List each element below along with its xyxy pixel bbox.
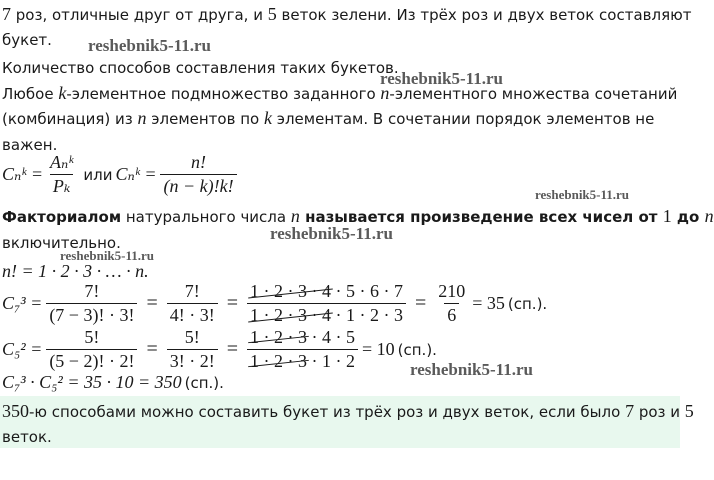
formula-lhs: C₇³ = [2, 293, 43, 313]
formula-lhs: Cₙᵏ = [115, 164, 157, 184]
text: называется произведение всех чисел от [299, 208, 663, 226]
num-seven: 7 [2, 4, 11, 24]
answer-number: 350 [2, 401, 29, 421]
fraction [46, 281, 137, 326]
cancelled-factors: 1 · 2 · 3 · 4 [249, 305, 331, 325]
fraction [46, 327, 137, 372]
text: Любое [2, 85, 59, 103]
var-n: n [137, 108, 147, 128]
numerator: 5! [84, 327, 100, 347]
theory-line-2 [2, 108, 654, 129]
formula-lhs: Cₙᵏ = [2, 164, 44, 184]
var-n: n [380, 83, 390, 103]
text: натурального числа [121, 208, 291, 226]
numerator [247, 327, 358, 349]
text: элементам. В сочетании порядок элементов не [271, 110, 655, 128]
product-expression: C₇³ · C₅² = 35 · 10 = 350 [2, 372, 182, 392]
denominator [247, 303, 406, 326]
watermark: reshebnik5-11.ru [535, 187, 630, 202]
factorial-formula: n! = 1 · 2 · 3 · … · n. [2, 261, 149, 281]
equals: = [414, 292, 427, 314]
denominator: (n − k)!k! [160, 174, 236, 197]
theory-line-3: важен. [2, 136, 58, 154]
var-k: k [263, 108, 272, 128]
formula-lhs: C₅² = [2, 339, 43, 359]
equals: = [146, 292, 158, 314]
factors: · 5 · 6 · 7 [330, 281, 403, 301]
unit-label: (сп.). [184, 373, 224, 392]
watermark: reshebnik5-11.ru [88, 36, 211, 55]
cancelled-factors: 1 · 2 · 3 [249, 351, 307, 371]
c5-2-computation [2, 327, 440, 372]
c7-3-computation [2, 281, 550, 326]
num-one: 1 [662, 206, 672, 226]
text: -элементное подмножество заданного [66, 85, 381, 103]
fraction [247, 281, 406, 326]
num-five: 5 [267, 4, 277, 24]
fraction [167, 281, 218, 326]
cancelled-factors: 1 · 2 · 3 [249, 327, 307, 347]
equals: = [226, 338, 238, 360]
text: до [671, 208, 705, 226]
denominator [247, 349, 358, 372]
numerator: Aₙᵏ [50, 152, 74, 172]
factors: · 4 · 5 [306, 327, 355, 347]
watermark: reshebnik5-11.ru [410, 360, 533, 379]
numerator: 7! [84, 281, 100, 301]
product-line [2, 372, 227, 393]
or-word: или [83, 165, 113, 184]
denominator: 6 [444, 303, 459, 326]
denominator: Pₖ [50, 174, 74, 197]
fraction [47, 152, 76, 197]
watermark: reshebnik5-11.ru [60, 248, 155, 263]
problem-line-1 [2, 4, 691, 25]
var-n: n [290, 206, 300, 226]
cancelled-factors: 1 · 2 · 3 · 4 [249, 281, 331, 301]
unit-label: (сп.). [397, 340, 437, 359]
var-k: k [58, 83, 67, 103]
var-n: n [704, 206, 714, 226]
denominator: (5 − 2)! · 2! [46, 349, 137, 372]
theory-line-1 [2, 83, 677, 104]
equals: = [146, 338, 158, 360]
denominator: 3! · 2! [167, 349, 218, 372]
term: Факториалом [2, 208, 122, 226]
fraction [167, 327, 218, 372]
text: -ю способами можно составить букет из трёх роз и двух веток, если было [29, 403, 626, 421]
result: = 35 [472, 293, 505, 313]
combination-formula [2, 152, 241, 197]
denominator: (7 − 3)! · 3! [46, 303, 137, 326]
text: роз, отличные друг от друга, и [11, 6, 268, 24]
numerator: 7! [184, 281, 200, 301]
fraction [435, 281, 468, 326]
watermark: reshebnik5-11.ru [380, 69, 503, 88]
fraction [247, 327, 358, 372]
numerator: 5! [184, 327, 200, 347]
factorial-definition-end: включительно. [2, 234, 121, 252]
answer-line-2: веток. [2, 428, 52, 446]
question-line: Количество способов составления таких букетов. [2, 59, 399, 77]
num-five: 5 [684, 401, 694, 421]
result: = 10 [361, 339, 395, 359]
factors: · 1 · 2 · 3 [330, 305, 403, 325]
num-seven: 7 [625, 401, 635, 421]
factors: · 1 · 2 [306, 351, 355, 371]
watermark: reshebnik5-11.ru [270, 224, 393, 243]
numerator [247, 281, 406, 303]
problem-line-2: букет. [2, 31, 52, 49]
text: -элементного множества сочетаний [389, 85, 678, 103]
answer-line-1 [2, 401, 694, 422]
denominator: 4! · 3! [167, 303, 218, 326]
equals: = [226, 292, 238, 314]
text: (комбинация) из [2, 110, 138, 128]
text: элементов по [146, 110, 264, 128]
fraction [160, 152, 236, 197]
numerator: n! [191, 152, 207, 172]
text: роз и [634, 403, 685, 421]
text: веток зелени. Из трёх роз и двух веток составляют [276, 6, 692, 24]
numerator: 210 [438, 281, 466, 301]
unit-label: (сп.). [507, 294, 548, 313]
